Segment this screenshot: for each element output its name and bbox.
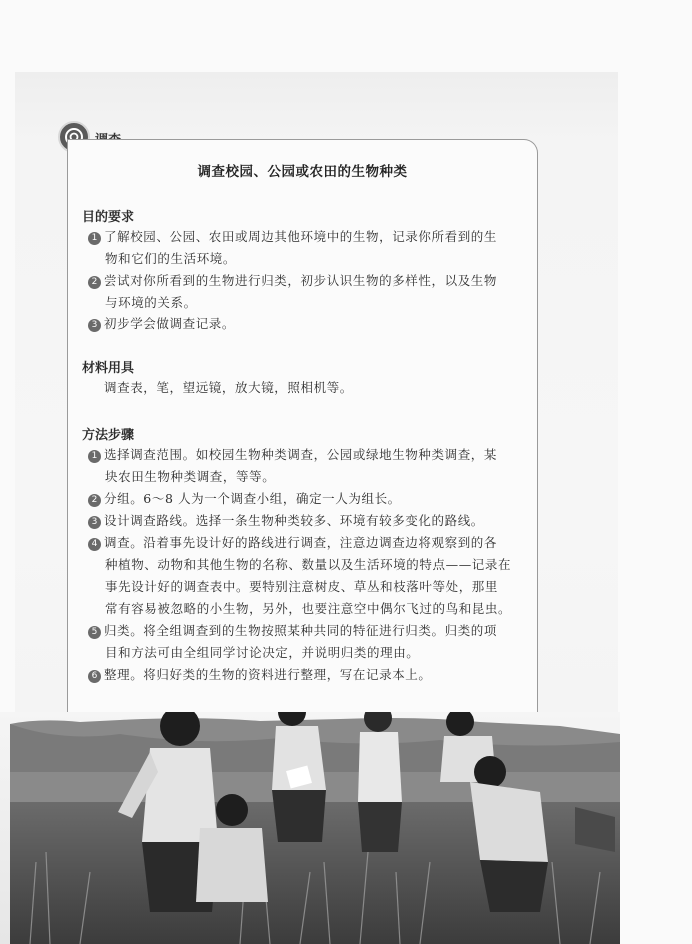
materials-heading: 材料用具: [82, 361, 135, 376]
number-badge: 2: [88, 494, 101, 507]
method-step: 1 选择调查范围。如校园生物种类调查，公园或绿地生物种类调查，某 块农田生物种类调查，等等。: [88, 444, 528, 488]
purpose-item: 1 了解校园、公园、农田或周边其他环境中的生物，记录你所看到的生 物和它们的生活环境。: [88, 226, 528, 270]
number-badge: 3: [88, 319, 101, 332]
number-badge: 6: [88, 670, 101, 683]
number-badge: 3: [88, 516, 101, 529]
method-step: 3 设计调查路线。选择一条生物种类较多、环境有较多变化的路线。: [88, 510, 528, 532]
number-badge: 1: [88, 232, 101, 245]
number-badge: 1: [88, 450, 101, 463]
header-divider: [122, 139, 522, 140]
materials-text: 调查表，笔，望远镜，放大镜，照相机等。: [104, 380, 353, 395]
method-heading: 方法步骤: [82, 428, 135, 443]
method-step: 2 分组。6～8 人为一个调查小组，确定一人为组长。: [88, 488, 528, 510]
purpose-heading: 目的要求: [82, 210, 135, 225]
students-survey-photo: [0, 712, 692, 944]
purpose-item: 3 初步学会做调查记录。: [88, 313, 528, 335]
number-badge: 4: [88, 538, 101, 551]
number-badge: 5: [88, 626, 101, 639]
method-step: 6 整理。将归好类的生物的资料进行整理，写在记录本上。: [88, 664, 528, 686]
method-step: 4 调查。沿着事先设计好的路线进行调查，注意边调查边将观察到的各 种植物、动物和其他生物的名称、数量以及生活环境的特点——记录在 事先设计好的调查表中。要特别注意树皮、草丛和枝落叶等处，那里 常有容易被忽略的小生物，另外，也要注意空中偶尔飞过的鸟和昆虫。: [88, 532, 528, 620]
number-badge: 2: [88, 276, 101, 289]
method-step: 5 归类。将全组调查到的生物按照某种共同的特征进行归类。归类的项 目和方法可由全组同学讨论决定，并说明归类的理由。: [88, 620, 528, 664]
activity-title: 调查校园、公园或农田的生物种类: [197, 164, 408, 180]
purpose-item: 2 尝试对你所看到的生物进行归类，初步认识生物的多样性，以及生物 与环境的关系。: [88, 270, 528, 314]
